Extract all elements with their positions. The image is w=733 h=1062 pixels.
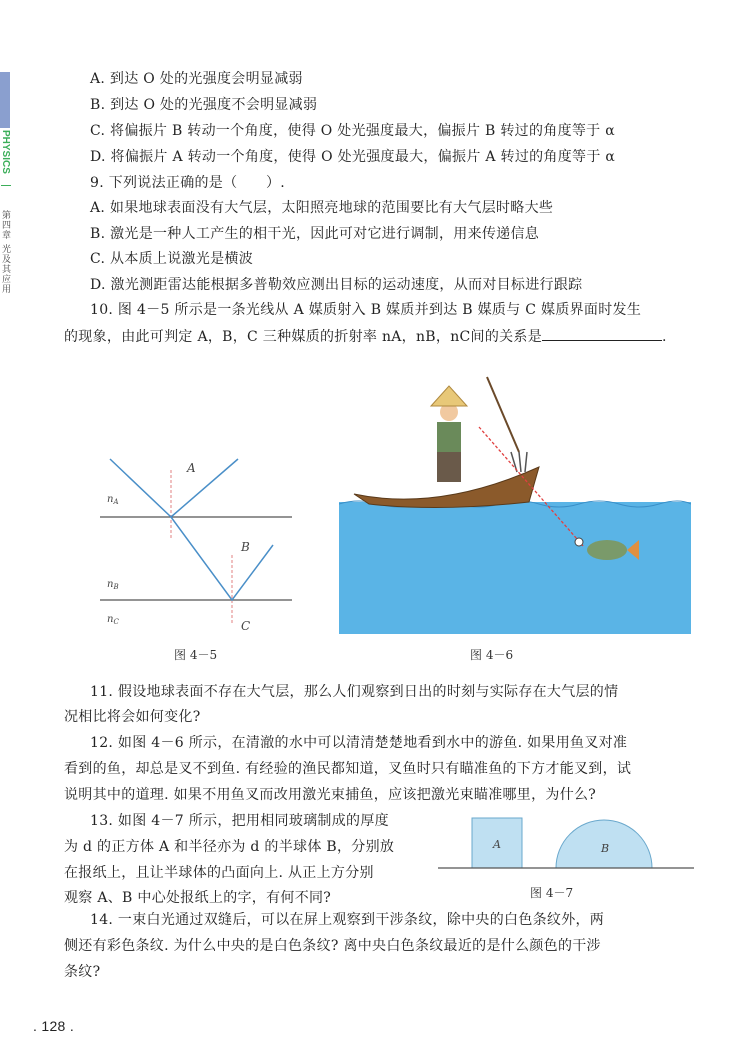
figure-4-5-caption: 图 4－5 [174,648,218,662]
question-13-cont2: 在报纸上，且让半球体的凸面向上. 从正上方分别 [64,865,374,881]
figure-4-5 [95,445,305,640]
subject-label: PHYSICS [1,130,11,186]
option-d: D. 将偏振片 A 转动一个角度，使得 O 处光强度最大，偏振片 A 转过的角度等于 α [90,149,616,165]
q10-end: . [662,329,667,345]
question-13-cont3: 观察 A、B 中心处报纸上的字，有何不同? [64,890,332,906]
chapter-label: 第四章 光及其应用 [0,210,10,294]
svg-text:C: C [241,619,251,633]
question-11-cont: 况相比将会如何变化? [64,709,201,725]
figure-4-7 [438,812,694,872]
svg-text:A: A [493,838,501,851]
question-13-cont1: 为 d 的正方体 A 和半径亦为 d 的半球体 B，分别放 [64,839,395,855]
question-10: 10. 图 4－5 所示是一条光线从 A 媒质射入 B 媒质并到达 B 媒质与 C 媒质界面时发生 [90,302,642,318]
q9-option-a: A. 如果地球表面没有大气层，太阳照亮地球的范围要比有大气层时略大些 [90,200,554,216]
figure-4-7-caption: 图 4－7 [530,886,574,900]
side-tab [0,72,10,128]
question-12-cont1: 看到的鱼，却总是叉不到鱼. 有经验的渔民都知道，叉鱼时只有瞄准鱼的下方才能叉到，试 [64,761,632,777]
q9-option-c: C. 从本质上说激光是横波 [90,251,254,267]
question-12-cont2: 说明其中的道理. 如果不用鱼叉而改用激光束捕鱼，应该把激光束瞄准哪里，为什么? [64,787,597,803]
svg-text:nB: $n_B$ [107,579,119,591]
q9-option-b: B. 激光是一种人工产生的相干光，因此可对它进行调制，用来传递信息 [90,226,540,242]
figure-4-6 [339,372,691,634]
svg-text:nC: $n_C$ [107,614,119,626]
answer-blank [542,329,662,341]
svg-text:nA: $n_A$ [107,494,119,506]
question-9: 9. 下列说法正确的是（ ）. [90,175,286,191]
option-a: A. 到达 O 处的光强度会明显减弱 [90,71,303,87]
question-11: 11. 假设地球表面不存在大气层，那么人们观察到日出的时刻与实际存在大气层的情 [90,684,619,700]
question-12: 12. 如图 4－6 所示，在清澈的水中可以清清楚楚地看到水中的游鱼. 如果用鱼叉对准 [90,735,628,751]
page-number: . 128 . [33,1018,75,1034]
svg-text:B: B [601,842,610,855]
figure-4-6-caption: 图 4－6 [470,648,514,662]
question-13: 13. 如图 4－7 所示，把用相同玻璃制成的厚度 [90,813,389,829]
question-14: 14. 一束白光通过双缝后，可以在屏上观察到干涉条纹，除中央的白色条纹外，两 [90,912,605,928]
q10-text: 的现象，由此可判定 A，B，C 三种媒质的折射率 nA，nB，nC间的关系是 [64,329,543,345]
svg-text:B: B [241,540,250,554]
label-a: A [187,461,196,475]
option-b: B. 到达 O 处的光强度不会明显减弱 [90,97,318,113]
q9-option-d: D. 激光测距雷达能根据多普勒效应测出目标的运动速度，从而对目标进行跟踪 [90,277,583,293]
question-14-cont1: 侧还有彩色条纹. 为什么中央的是白色条纹? 离中央白色条纹最近的是什么颜色的干涉 [64,938,601,954]
option-c: C. 将偏振片 B 转动一个角度，使得 O 处光强度最大，偏振片 B 转过的角度等于 α [90,123,615,139]
question-14-cont2: 条纹? [64,964,101,980]
question-10-cont [64,328,667,346]
